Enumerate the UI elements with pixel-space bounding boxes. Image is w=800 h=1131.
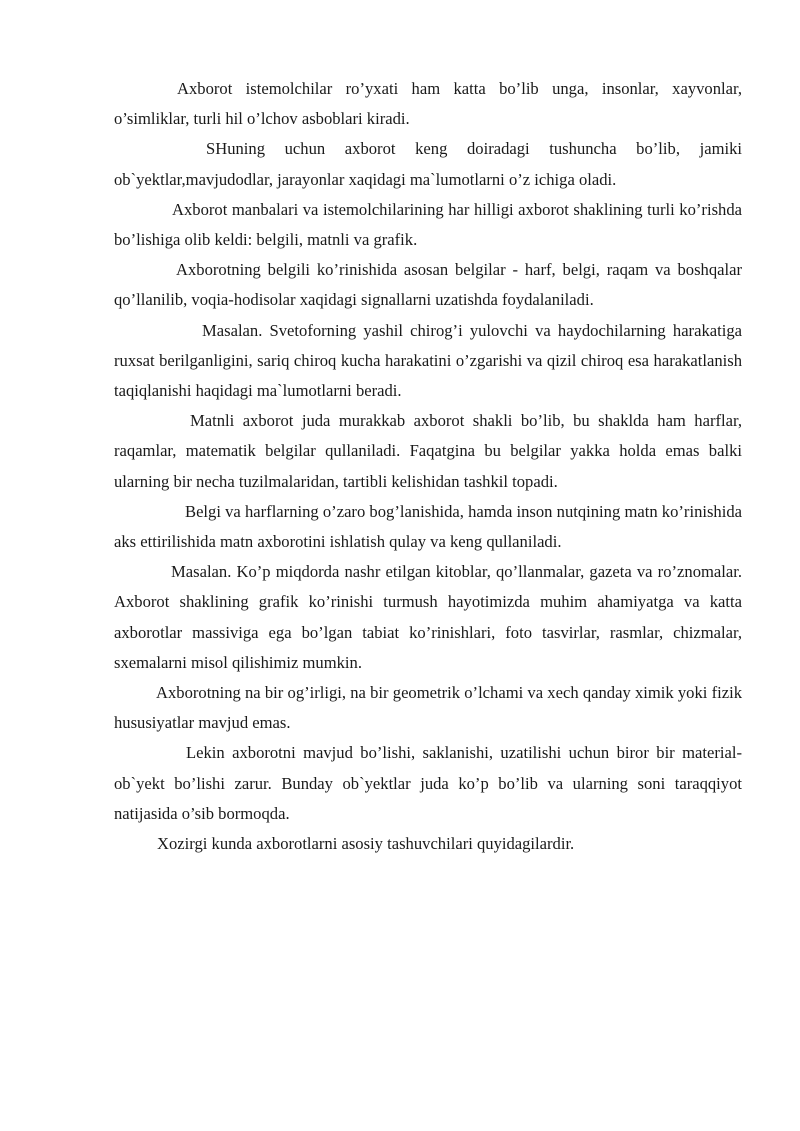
paragraph-10: Lekin axborotni mavjud bo’lishi, saklanishi, uzatilishi uchun biror bir material-ob`yekt bo’lishi zarur. Bunday ob`yektlar juda ko’p bo’lib va ularning soni taraqqiyot natijasida o’sib bormoqda.	[114, 743, 742, 823]
paragraph-2: SHuning uchun axborot keng doiradagi tushuncha bo’lib, jamiki ob`yektlar,mavjudodlar, jarayonlar xaqidagi ma`lumotlarni o’z ichiga oladi.	[114, 139, 742, 189]
paragraph-3: Axborot manbalari va istemolchilarining har hilligi axborot shaklining turli ko’rishda bo’lishiga olib keldi: belgili, matnli va grafik.	[114, 199, 742, 250]
paragraph-6: Matnli axborot juda murakkab axborot shakli bo’lib, bu shaklda ham harflar, raqamlar, matematik belgilar qullaniladi. Faqatgina bu belgilar yakka holda emas balki ularning bir necha tuzilmalaridan, tartibli kelishidan tashkil topadi.	[114, 411, 742, 491]
paragraph-1: Axborot istemolchilar ro’yxati ham katta bo’lib unga, insonlar, xayvonlar, o’simliklar, turli hil o’lchov asboblari kiradi.	[114, 79, 742, 129]
paragraph-11: Xozirgi kunda axborotlarni asosiy tashuvchilari quyidagilardir.	[157, 834, 575, 854]
paragraph-9: Axborotning na bir og’irligi, na bir geometrik o’lchami va xech qanday ximik yoki fizik hususiyatlar mavjud emas.	[114, 683, 742, 733]
paragraph-4: Axborotning belgili ko’rinishida asosan belgilar - harf, belgi, raqam va boshqalar qo’llanilib, voqia-hodisolar xaqidagi signallarni uzatishda foydalaniladi.	[114, 260, 742, 310]
document-page	[114, 74, 742, 859]
paragraph-8: Masalan. Ko’p miqdorda nashr etilgan kitoblar, qo’llanmalar, gazeta va ro’znomalar. Axborot shaklining grafik ko’rinishi turmush hayotimizda muhim ahamiyatga va katta axborotlar massiviga ega bo’lgan tabiat ko’rinishlari, foto tasvirlar, rasmlar, chizmalar, sxemalarni misol qilishimiz mumkin.	[114, 562, 742, 672]
paragraph-5: Masalan. Svetoforning yashil chirog’i yulovchi va haydochilarning harakatiga ruxsat berilganligini, sariq chiroq kucha harakatini o’zgarishi va qizil chiroq esa harakatlanish taqiqlanishi haqidagi ma`lumotlarni beradi.	[114, 320, 742, 401]
paragraph-7: Belgi va harflarning o’zaro bog’lanishida, hamda inson nutqining matn ko’rinishida aks ettirilishida matn axborotini ishlatish qulay va keng qullaniladi.	[114, 501, 742, 552]
